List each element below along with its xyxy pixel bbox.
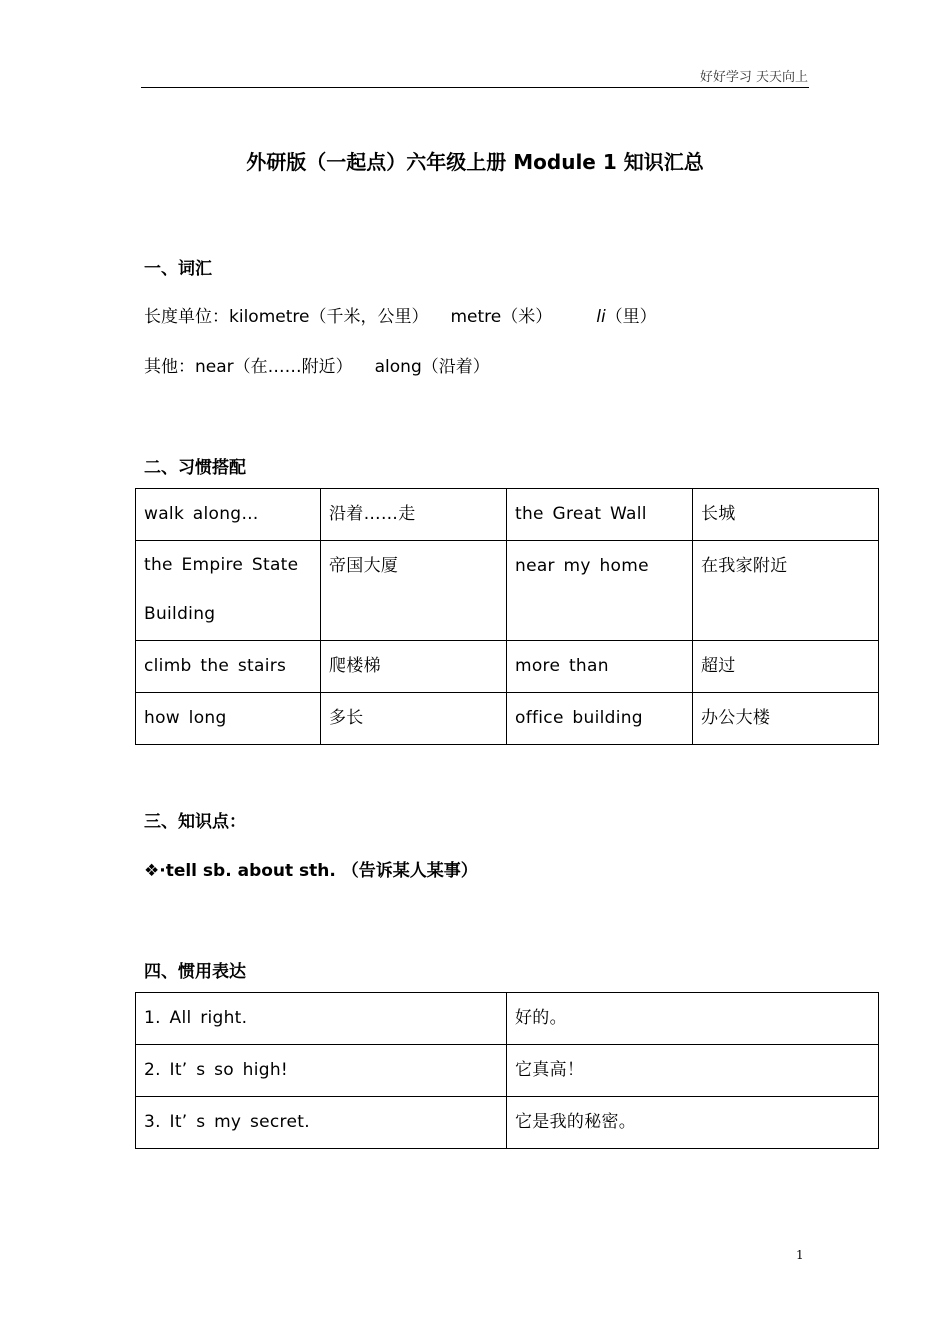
table-cell: walk along…	[136, 489, 321, 541]
length-units-line	[144, 302, 657, 327]
table-cell: 它真高！	[507, 1045, 879, 1097]
table-cell: more than	[507, 641, 693, 693]
table-cell: 1. All right.	[136, 993, 507, 1045]
table-cell: 爬楼梯	[321, 641, 507, 693]
section-2-heading: 二、习惯搭配	[144, 458, 246, 478]
vocab-kilometre: kilometre（千米，公里）	[229, 307, 429, 327]
table-cell: 办公大楼	[693, 693, 879, 745]
table-row	[136, 1097, 879, 1149]
table-cell: the Great Wall	[507, 489, 693, 541]
table-cell: climb the stairs	[136, 641, 321, 693]
table-row	[136, 693, 879, 745]
table-row	[136, 541, 879, 641]
section-4-heading: 四、惯用表达	[144, 962, 246, 982]
document-title: 外研版（一起点）六年级上册 Module 1 知识汇总	[246, 150, 704, 174]
page-number: 1	[796, 1248, 804, 1262]
table-cell: how long	[136, 693, 321, 745]
table-row	[136, 641, 879, 693]
table-cell: 它是我的秘密。	[507, 1097, 879, 1149]
header-motto: 好好学习 天天向上	[699, 70, 808, 85]
table-cell: office building	[507, 693, 693, 745]
table-row	[136, 489, 879, 541]
section-1-heading: 一、词汇	[144, 259, 212, 279]
table-cell: 好的。	[507, 993, 879, 1045]
other-vocab-line	[144, 352, 490, 377]
vocab-metre: metre（米）	[450, 307, 553, 327]
table-row	[136, 993, 879, 1045]
table-cell: the Empire State Building	[136, 541, 321, 641]
knowledge-point: ❖·tell sb. about sth. （告诉某人某事）	[144, 861, 478, 881]
collocations-table	[135, 488, 879, 745]
table-cell: near my home	[507, 541, 693, 641]
vocab-li-meaning: （里）	[605, 307, 657, 327]
table-cell: 在我家附近	[693, 541, 879, 641]
table-row	[136, 1045, 879, 1097]
table-cell: 3. It’ s my secret.	[136, 1097, 507, 1149]
table-cell: 长城	[693, 489, 879, 541]
table-cell: 多长	[321, 693, 507, 745]
header-rule	[141, 87, 809, 88]
length-units-label: 长度单位：	[144, 307, 229, 327]
vocab-li-word: li	[596, 307, 606, 327]
table-cell: 帝国大厦	[321, 541, 507, 641]
table-cell: 沿着……走	[321, 489, 507, 541]
other-vocab-label: 其他：	[144, 357, 195, 377]
section-3-heading: 三、知识点：	[144, 812, 246, 832]
expressions-table	[135, 992, 879, 1149]
vocab-near: near（在……附近）	[195, 357, 353, 377]
table-cell: 2. It’ s so high!	[136, 1045, 507, 1097]
table-cell: 超过	[693, 641, 879, 693]
vocab-along: along（沿着）	[374, 357, 490, 377]
